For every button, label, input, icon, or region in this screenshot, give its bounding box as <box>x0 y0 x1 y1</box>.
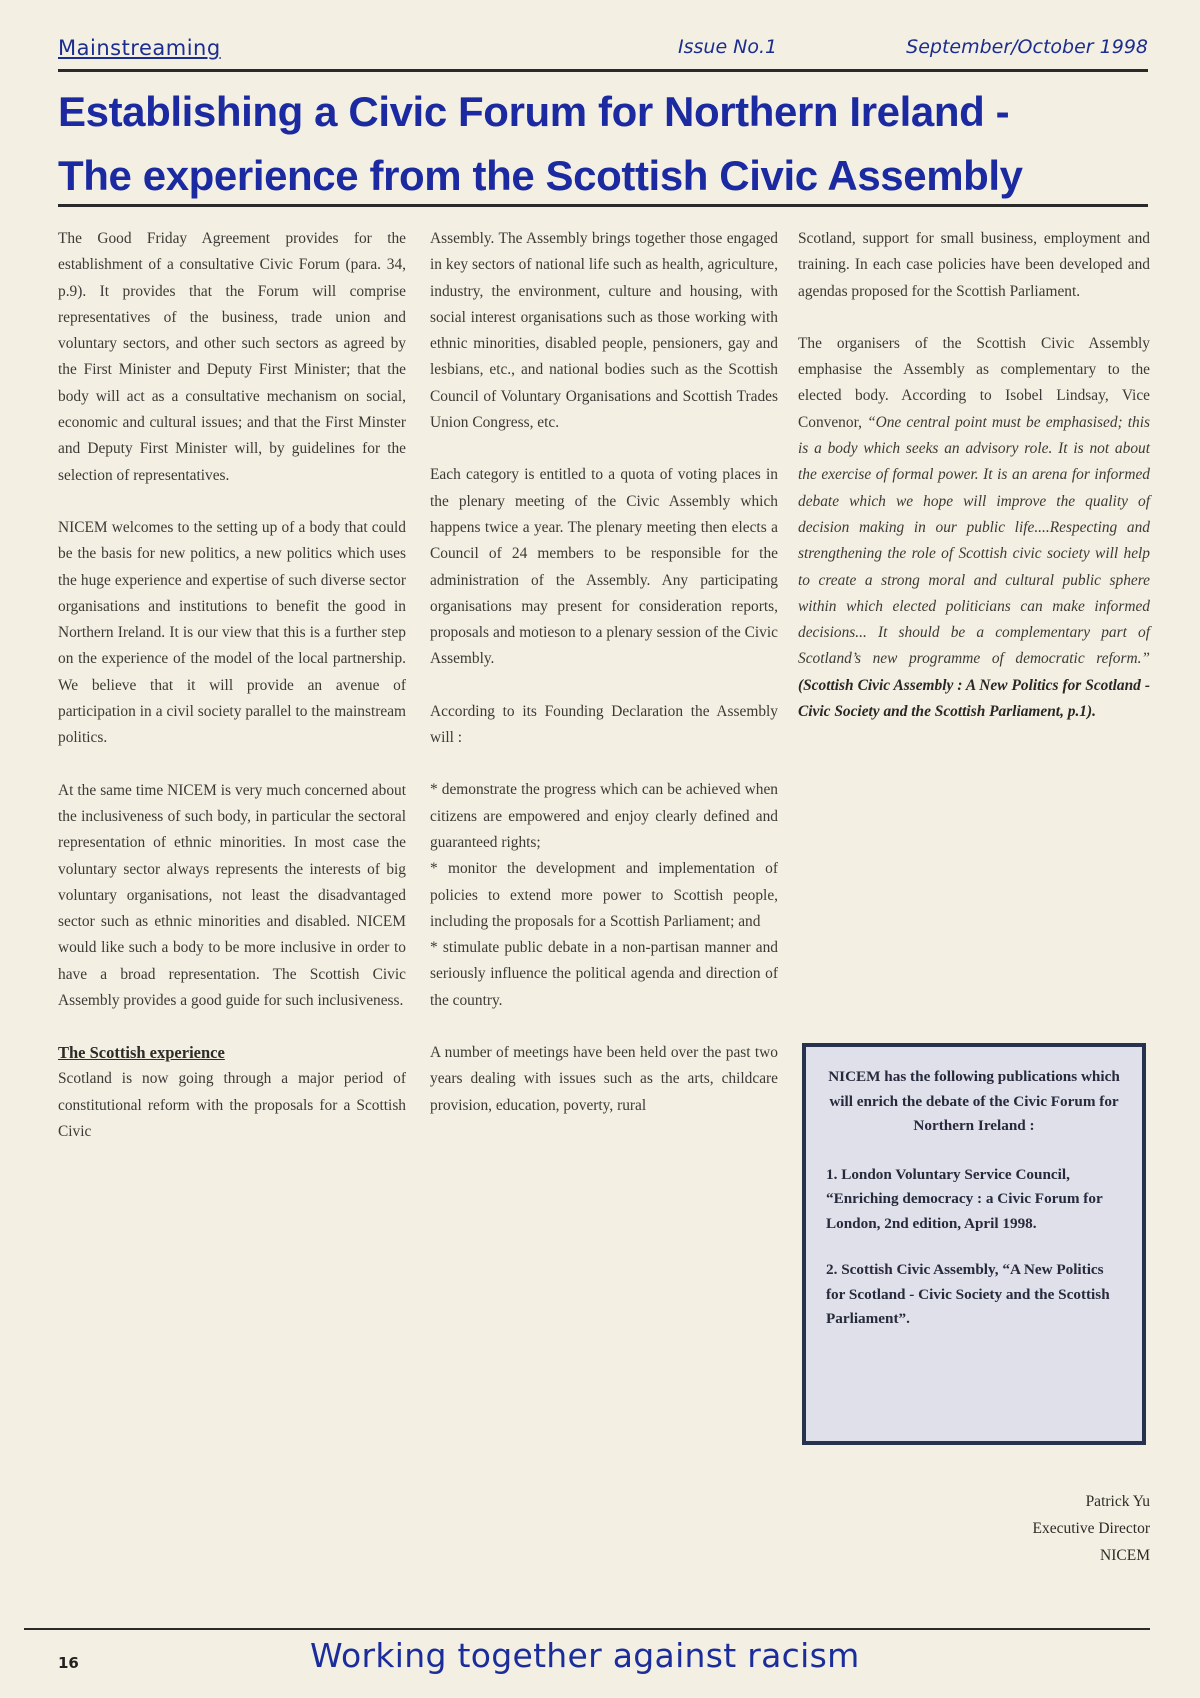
citation: (Scottish Civic Assembly : A New Politics for Scotland - Civic Society and the Scottish Parliament, p.1). <box>798 676 1150 721</box>
issue-number: Issue No.1 <box>678 36 778 58</box>
section-title: Mainstreaming <box>58 36 221 60</box>
author-name: Patrick Yu <box>1085 1493 1150 1510</box>
quote-paragraph <box>798 331 1150 725</box>
paragraph: At the same time NICEM is very much concerned about the inclusiveness of such body, in particular the sectoral representation of ethnic minorities. In most case the voluntary sector always represents the interests of big voluntary organisations, not least the disadvantaged sector such as ethnic minorities and disabled. NICEM would like such a body to be more inclusive in order to have a broad representation. The Scottish Civic Assembly provides a good guide for such inclusiveness. <box>58 781 406 1010</box>
article-column-3 <box>798 226 1150 751</box>
paragraph: The Good Friday Agreement provides for the establishment of a consultative Civic Forum (para. 34, p.9). It provides that the Forum will comprise representatives of the business, trade union and voluntary sectors, and other such sectors as agreed by the First Minister and Deputy First Minister; that the body will act as a consultative mechanism on social, economic and cultural issues; and that the First Minster and Deputy First Minister will, by guidelines for the selection of representatives. <box>58 230 406 484</box>
headline-rule <box>58 204 1148 207</box>
paragraph: Scotland is now going through a major period of constitutional reform with the proposals for a Scottish Civic <box>58 1070 406 1140</box>
quotation: “One central point must be emphasised; this is a body which seeks an advisory role. It is not about the exercise of formal power. It is an arena for informed debate which we hope will improve the quality of decision making in our public life....Respecting and strengthening the role of Scottish civic society will help to create a strong moral and cultural public sphere within which elected politicians can make informed decisions... It should be a complementary part of Scotland’s new programme of democratic reform.” <box>798 413 1150 668</box>
masthead <box>58 32 1148 68</box>
author-signoff <box>850 1488 1150 1569</box>
article-column-1 <box>58 226 406 1171</box>
page-number: 16 <box>58 1654 79 1672</box>
headline-line-2: The experience from the Scottish Civic Assembly <box>58 152 1023 199</box>
quote-lead: The organisers of the Scottish Civic Assembly emphasise the Assembly as complementary to the elected body. According to Isobel Lindsay, Vice Convenor, <box>798 334 1150 431</box>
paragraph: Scotland, support for small business, employment and training. In each case policies have been developed and agendas proposed for the Scottish Parliament. <box>798 230 1150 300</box>
publication-item: 1. London Voluntary Service Council, “Enriching democracy : a Civic Forum for London, 2nd edition, April 1998. <box>826 1165 1103 1232</box>
publication-item: 2. Scottish Civic Assembly, “A New Politics for Scotland - Civic Society and the Scottish Parliament”. <box>826 1261 1110 1327</box>
paragraph: A number of meetings have been held over the past two years dealing with issues such as the arts, childcare provision, education, poverty, rural <box>430 1044 778 1114</box>
bottom-rule <box>24 1628 1150 1630</box>
bullet-item: * stimulate public debate in a non-partisan manner and seriously influence the political agenda and direction of the country. <box>430 939 778 1009</box>
paragraph: Assembly. The Assembly brings together those engaged in key sectors of national life such as health, agriculture, industry, the environment, culture and housing, with social interest organisations such as those working with ethnic minorities, disabled people, pensioners, gay and lesbians, etc., and national bodies such as the Scottish Council of Voluntary Organisations and Scottish Trades Union Congress, etc. <box>430 230 778 432</box>
footer-slogan: Working together against racism <box>310 1636 860 1675</box>
publications-box <box>802 1043 1146 1445</box>
author-org: NICEM <box>1100 1547 1150 1564</box>
bullet-item: * demonstrate the progress which can be achieved when citizens are empowered and enjoy clearly defined and guaranteed rights; <box>430 781 778 851</box>
headline-line-1: Establishing a Civic Forum for Northern Ireland - <box>58 88 1010 135</box>
subheading: The Scottish experience <box>58 1043 225 1063</box>
top-rule <box>58 69 1148 72</box>
publications-intro: NICEM has the following publications which will enrich the debate of the Civic Forum for Northern Ireland : <box>828 1068 1120 1134</box>
author-title: Executive Director <box>1032 1520 1150 1537</box>
article-headline <box>58 80 1148 208</box>
bullet-item: * monitor the development and implementation of policies to extend more power to Scottish people, including the proposals for a Scottish Parliament; and <box>430 860 778 930</box>
article-column-2 <box>430 226 778 1145</box>
paragraph: According to its Founding Declaration the Assembly will : <box>430 702 778 747</box>
paragraph: NICEM welcomes to the setting up of a body that could be the basis for new politics, a new politics which uses the huge experience and expertise of such diverse sector organisations and institutions to benefit the good in Northern Ireland. It is our view that this is a further step on the experience of the model of the local partnership. We believe that it will provide an avenue of participation in a civil society parallel to the mainstream politics. <box>58 518 406 747</box>
issue-date: September/October 1998 <box>906 36 1148 58</box>
paragraph: Each category is entitled to a quota of voting places in the plenary meeting of the Civic Assembly which happens twice a year. The plenary meeting then elects a Council of 24 members to be responsible for the administration of the Assembly. Any participating organisations may present for consideration reports, proposals and motieson to a plenary session of the Civic Assembly. <box>430 466 778 668</box>
